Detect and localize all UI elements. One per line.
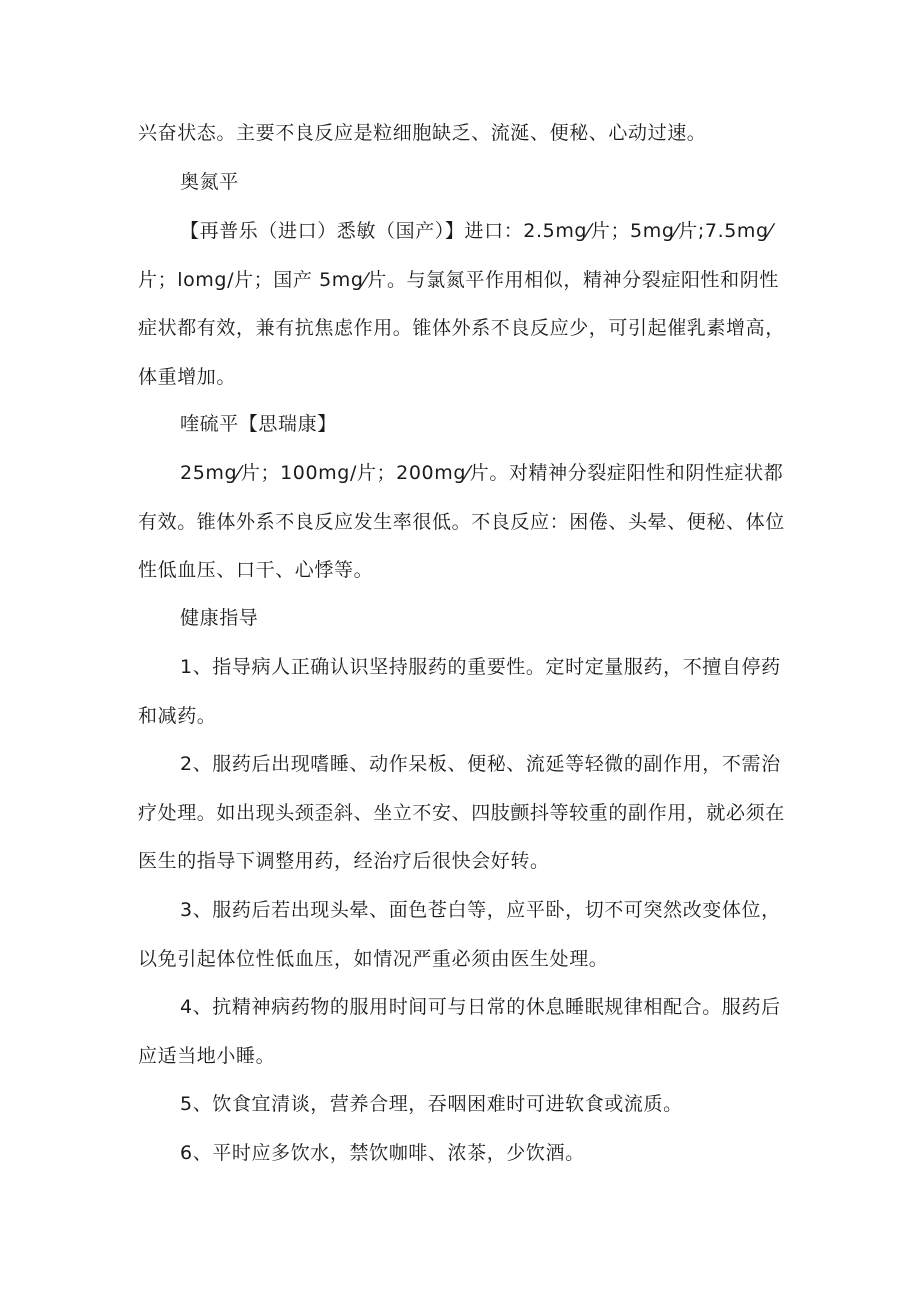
heading-health-guidance: 健康指导 [180,607,259,629]
guidance-item-6: 6、平时应多饮水，禁饮咖啡、浓茶，少饮酒。 [180,1142,585,1164]
heading-olanzapine: 奥氮平 [180,171,239,193]
paragraph-quetiapine: 25mg⁄片；100mg/片；200mg⁄片。对精神分裂症阳性和阴性症状都有效。锥体外系不良反应发生率很低。不良反应：困倦、头晕、便秘、体位性低血压、口干、心悸等。 [138,462,785,581]
heading-quetiapine: 喹硫平【思瑞康】 [180,413,337,435]
paragraph-olanzapine: 【再普乐（进口）悉敏（国产）】进口：2.5mg⁄片；5mg⁄片;7.5mg⁄片；lomg/片；国产 5mg⁄片。与氯氮平作用相似，精神分裂症阳性和阴性症状都有效，兼有抗焦虑作用。锥体外系不良反应少，可引起催乳素增高，体重增加。 [138,220,785,388]
guidance-item-2: 2、服药后出现嗜睡、动作呆板、便秘、流延等轻微的副作用，不需治疗处理。如出现头颈歪斜、坐立不安、四肢颤抖等较重的副作用，就必须在医生的指导下调整用药，经治疗后很快会好转。 [138,753,785,872]
paragraph-continuation: 兴奋状态。主要不良反应是粒细胞缺乏、流涎、便秘、心动过速。 [138,122,707,144]
guidance-item-5: 5、饮食宜清谈，营养合理，吞咽困难时可进软食或流质。 [180,1093,683,1115]
guidance-item-4: 4、抗精神病药物的服用时间可与日常的休息睡眠规律相配合。服药后应适当地小睡。 [138,996,781,1067]
guidance-item-3: 3、服药后若出现头晕、面色苍白等，应平卧，切不可突然改变体位，以免引起体位性低血压，如情况严重必须由医生处理。 [138,899,781,970]
guidance-item-1: 1、指导病人正确认识坚持服药的重要性。定时定量服药，不擅自停药和减药。 [138,656,781,727]
